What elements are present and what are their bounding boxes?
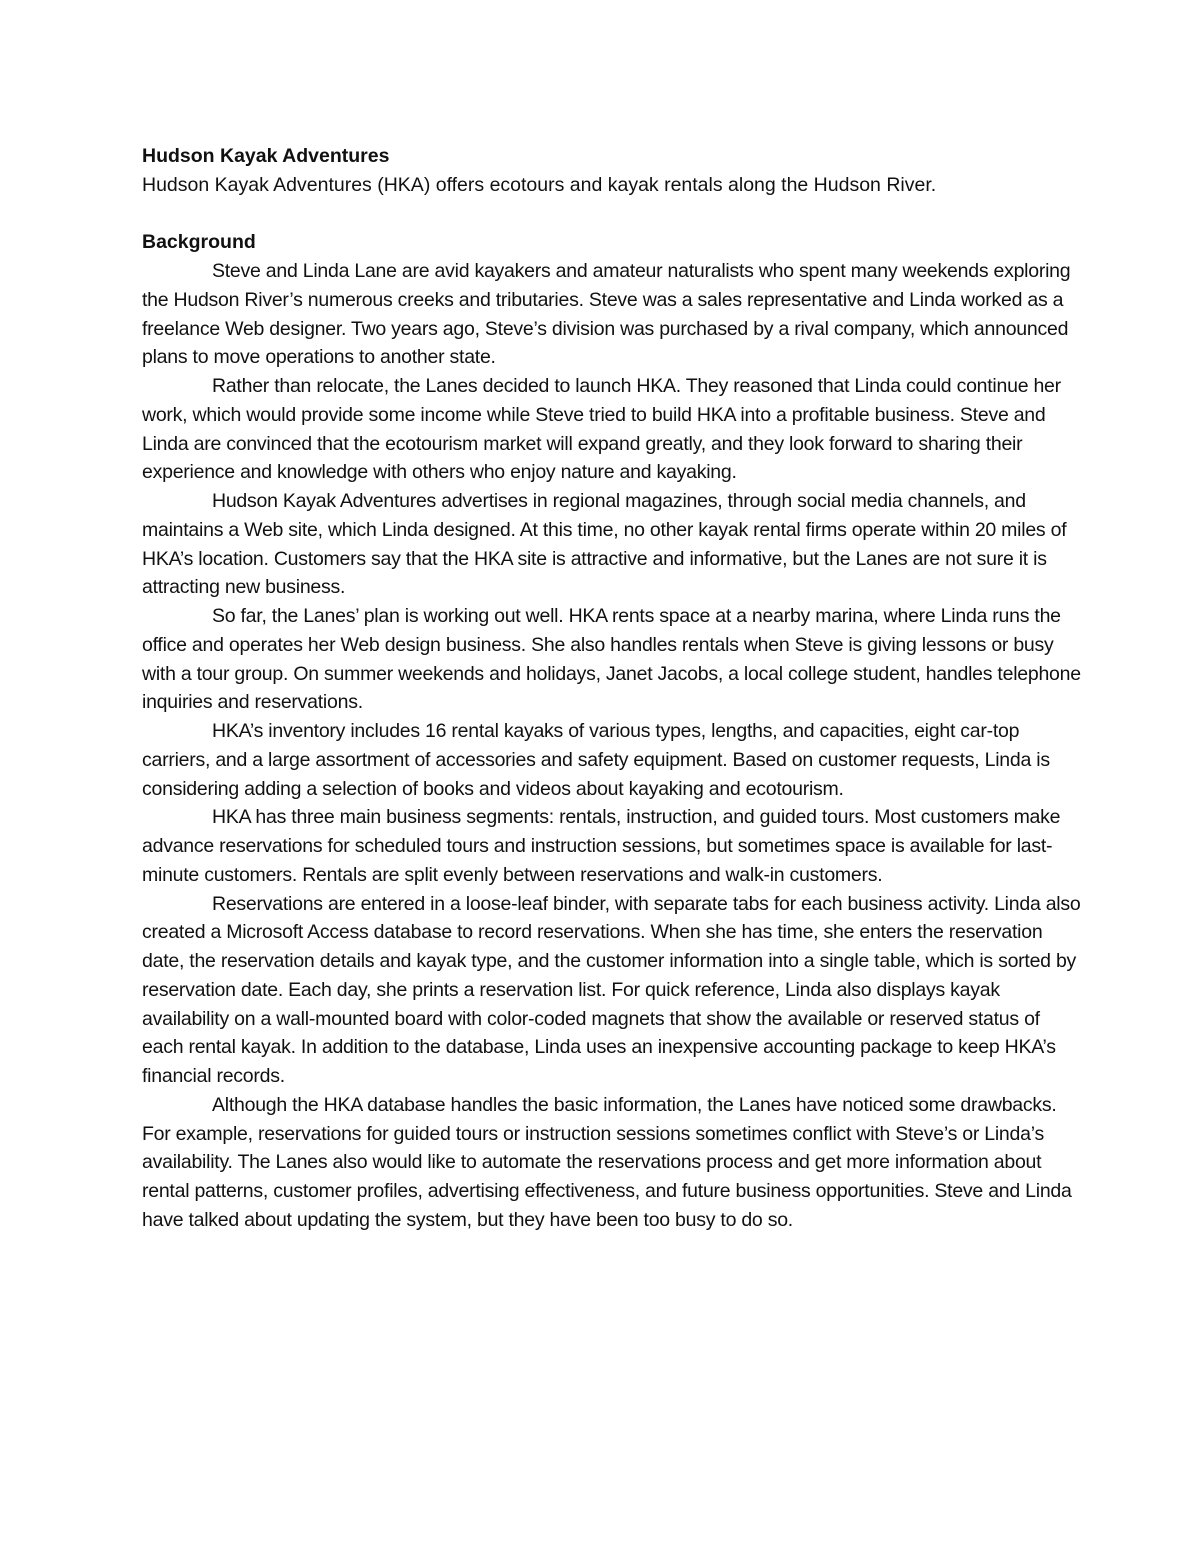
body-paragraph: HKA has three main business segments: rentals, instruction, and guided tours. Most customers make advance reservations for scheduled tours and instruction sessions, but sometimes space is available for last-minute customers. Rentals are split evenly between reservations and walk-in customers. <box>142 806 1061 886</box>
body-paragraph: Steve and Linda Lane are avid kayakers and amateur naturalists who spent many weekends exploring the Hudson River’s numerous creeks and tributaries. Steve was a sales representative and Linda worked as a freelance Web designer. Two years ago, Steve’s division was purchased by a rival company, which announced plans to move operations to another state. <box>142 260 1071 369</box>
body-paragraph: Reservations are entered in a loose-leaf binder, with separate tabs for each business activity. Linda also created a Microsoft Access database to record reservations. When she has time, she enters the reservation date, the reservation details and kayak type, and the customer information into a single table, which is sorted by reservation date. Each day, she prints a reservation list. For quick reference, Linda also displays kayak availability on a wall-mounted board with color-coded magnets that show the available or reserved status of each rental kayak. In addition to the database, Linda uses an inexpensive accounting package to keep HKA’s financial records. <box>142 892 1081 1087</box>
section-heading: Background <box>142 231 256 254</box>
body-paragraph: So far, the Lanes’ plan is working out well. HKA rents space at a nearby marina, where Linda runs the office and operates her Web design business. She also handles rentals when Steve is giving lessons or busy with a tour group. On summer weekends and holidays, Janet Jacobs, a local college student, handles telephone inquiries and reservations. <box>142 605 1081 714</box>
body-paragraph: Although the HKA database handles the basic information, the Lanes have noticed some drawbacks. For example, reservations for guided tours or instruction sessions sometimes conflict with Steve’s or Linda’s availability. The Lanes also would like to automate the reservations process and get more information about rental patterns, customer profiles, advertising effectiveness, and future business opportunities. Steve and Linda have talked about updating the system, but they have been too busy to do so. <box>142 1093 1072 1231</box>
intro-paragraph: Hudson Kayak Adventures (HKA) offers ecotours and kayak rentals along the Hudson River. <box>142 173 937 196</box>
body-paragraph: Hudson Kayak Adventures advertises in regional magazines, through social media channels, and maintains a Web site, which Linda designed. At this time, no other kayak rental firms operate within 20 miles of HKA’s location. Customers say that the HKA site is attractive and informative, but the Lanes are not sure it is attracting new business. <box>142 490 1067 599</box>
body-paragraph: HKA’s inventory includes 16 rental kayaks of various types, lengths, and capacities, eight car-top carriers, and a large assortment of accessories and safety equipment. Based on customer requests, Linda is considering adding a selection of books and videos about kayaking and ecotourism. <box>142 720 1050 800</box>
document-body <box>142 142 1082 1235</box>
body-paragraph: Rather than relocate, the Lanes decided to launch HKA. They reasoned that Linda could continue her work, which would provide some income while Steve tried to build HKA into a profitable business. Steve and Linda are convinced that the ecotourism market will expand greatly, and they look forward to sharing their experience and knowledge with others who enjoy nature and kayaking. <box>142 375 1061 484</box>
blank-line <box>142 200 1082 229</box>
document-title: Hudson Kayak Adventures <box>142 145 390 167</box>
